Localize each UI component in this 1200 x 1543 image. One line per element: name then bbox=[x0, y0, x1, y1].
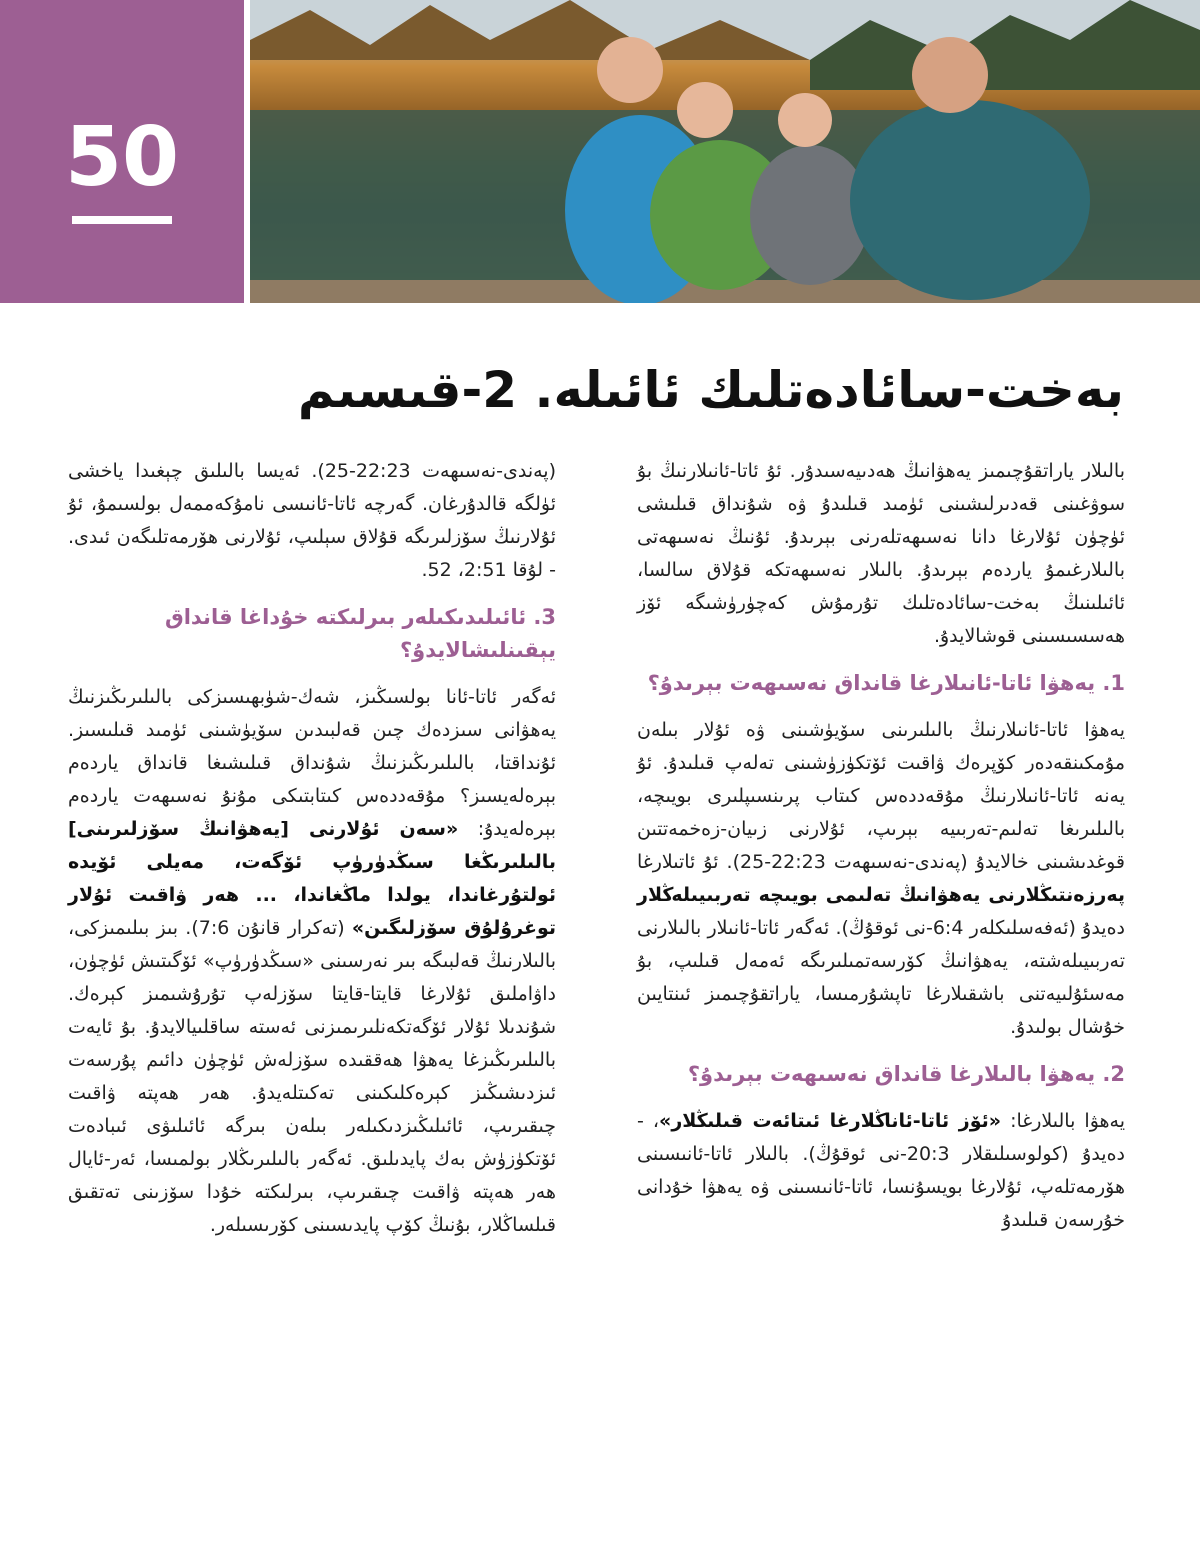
question-1-heading: 1. يەھۋا ئاتا-ئانىلارغا قانداق نەسىھەت بېرىدۇ؟ bbox=[647, 671, 1125, 695]
family-photo-illustration bbox=[250, 0, 1200, 303]
answer-1-text-b: دەيدۇ (ئەفەسلىكلەر 6:4-نى ئوقۇڭ). ئەگەر ئاتا-ئانىلار بالىلارنى تەربىيىلەشتە، يەھۋانىڭ كۆرسەتمىلىرىگە ئەمەل قىلىپ، بۇ مەسئۇلىيەتنى باشقىلارغا تاپشۇرمىسا، ياراتقۇچىمىز ئىنتايىن خۇشال بولىدۇ. bbox=[637, 917, 1125, 1038]
answer-3-text-a: ئەگەر ئاتا-ئانا بولسىڭىز، شەك-شۈبھىسىزكى بالىلىرىڭىزنىڭ يەھۋانى سىزدەك چىن قەلبىدىن سۆيۈشىنى ئۈمىد قىلىسىز. ئۇنداقتا، بالىلىرىڭىزنىڭ شۇنداق قىلىشىغا قانداق ياردەم بېرەلەيسىز؟ مۇقەددەس كىتابتىكى مۇنۇ نەسىھەت ياردەم بېرەلەيدۇ: bbox=[68, 686, 557, 840]
right-column bbox=[637, 455, 1125, 1249]
answer-3-paragraph bbox=[68, 681, 556, 1242]
answer-2-text-b: ، - دەيدۇ (كولوسىلىقلار 20:3-نى ئوقۇڭ). بالىلار ئاتا-ئانىسىنى ھۆرمەتلەپ، ئۇلارغا بويسۇنسا، ئاتا-ئانىسىنى ۋە يەھۋا خۇدانى خۇرسەن قىلىدۇ bbox=[637, 1110, 1125, 1231]
lesson-number: 50 bbox=[64, 110, 180, 205]
lesson-number-underline bbox=[72, 216, 172, 224]
answer-2-emphasis: «ئۆز ئاتا-ئاناڭلارغا ئىتائەت قىلىڭلار» bbox=[659, 1110, 1002, 1132]
answer-2-paragraph bbox=[637, 1105, 1125, 1237]
page-title: بەخت-سائادەتلىك ئائىلە. 2-قىسىم bbox=[297, 361, 1124, 419]
answer-1-emphasis: پەرزەنتىڭلارنى يەھۋانىڭ تەلىمى بويىچە تەربىيىلەڭلار bbox=[637, 884, 1125, 906]
intro-paragraph: بالىلار ياراتقۇچىمىز يەھۋانىڭ ھەدىيەسىدۇر. ئۇ ئاتا-ئانىلارنىڭ بۇ سوۋغىنى قەدىرلىشىنى ئۈمىد قىلىدۇ ۋە شۇنداق قىلىشى ئۈچۈن ئۇلارغا دانا نەسىھەتلەرنى بېرىدۇ. ئۇنىڭ نەسىھەتى بالىلارغىمۇ ياردەم بېرىدۇ. بالىلار نەسىھەتكە قۇلاق سالسا، ئائىلىنىڭ بەخت-سائادەتلىك تۇرمۇش كەچۈرۈشىگە ئۆز ھەسسىسىنى قوشالايدۇ. bbox=[637, 460, 1125, 647]
question-2-heading: 2. يەھۋا بالىلارغا قانداق نەسىھەت بېرىدۇ؟ bbox=[687, 1062, 1125, 1086]
question-3-heading: 3. ئائىلىدىكىلەر بىرلىكتە خۇداغا قانداق يېقىنلىشالايدۇ؟ bbox=[164, 605, 556, 662]
answer-3-text-b: (تەكرار قانۇن 7:6). بىز بىلىمىزكى، بالىلارنىڭ قەلبىگە بىر نەرسىنى «سىڭدۈرۈپ» ئۆگىتىش ئۈچۈن، داۋاملىق ئۇلارغا قايتا-قايتا سۆزلەپ تۇرۇشىمىز كېرەك. شۇندىلا ئۇلار ئۆگەتكەنلىرىمىزنى ئەستە ساقلىيالايدۇ. بۇ ئايەت بالىلىرىڭىزغا يەھۋا ھەققىدە سۆزلەش ئۈچۈن دائىم پۇرسەت ئىزدىشىڭىز كېرەكلىكىنى تەكىتلەيدۇ. ھەر ھەپتە ۋاقىت چىقىرىپ، ئائىلىڭىزدىكىلەر بىلەن بىرگە ئائىلىۋى ئىبادەت ئۆتكۈزۈش بەك پايدىلىق. ئەگەر بالىلىرىڭلار بولمىسا، ئەر-ئايال ھەر ھەپتە ۋاقىت چىقىرىپ، بىرلىكتە خۇدا سۆزىنى تەتقىق قىلساڭلار، بۇنىڭ كۆپ پايدىسىنى كۆرىسىلەر. bbox=[68, 917, 556, 1236]
continued-paragraph: (پەندى-نەسىھەت 22:23-25). ئەيسا بالىلىق چېغىدا ياخشى ئۈلگە قالدۇرغان. گەرچە ئاتا-ئانىسى نامۇكەممەل بولسىمۇ، ئۇ ئۇلارنىڭ سۆزلىرىگە قۇلاق سېلىپ، ئۇلارنى ھۆرمەتلىگەن ئىدى. - لۇقا 2:51، 52. bbox=[68, 460, 556, 581]
family-photo bbox=[250, 0, 1200, 303]
answer-1-paragraph bbox=[637, 714, 1125, 1044]
lesson-badge bbox=[0, 0, 244, 303]
left-column bbox=[68, 455, 556, 1254]
answer-2-text-a: يەھۋا بالىلارغا: bbox=[1001, 1110, 1125, 1132]
answer-3-emphasis: «سەن ئۇلارنى [يەھۋانىڭ سۆزلىرىنى] بالىلىرىڭغا سىڭدۈرۈپ ئۆگەت، مەيلى ئۆيدە ئولتۇرغاندا، يولدا ماڭغاندا، ... ھەر ۋاقىت ئۇلار توغرۇلۇق سۆزلىگىن» bbox=[68, 818, 557, 939]
answer-1-text-a: يەھۋا ئاتا-ئانىلارنىڭ بالىلىرىنى سۆيۈشىنى ۋە ئۇلار بىلەن مۇمكىنقەدەر كۆپرەك ۋاقىت ئۆتكۈزۈشىنى تەلەپ قىلىدۇ. ئۇ يەنە ئاتا-ئانىلارنىڭ مۇقەددەس كىتاب پرىنسىپلىرى بويىچە، بالىلىرىغا تەلىم-تەربىيە بېرىپ، ئۇلارنى زىيان-زەخمەتتىن قوغدىشىنى خالايدۇ (پەندى-نەسىھەت 22:23-25). ئۇ ئاتىلارغا bbox=[637, 719, 1125, 873]
